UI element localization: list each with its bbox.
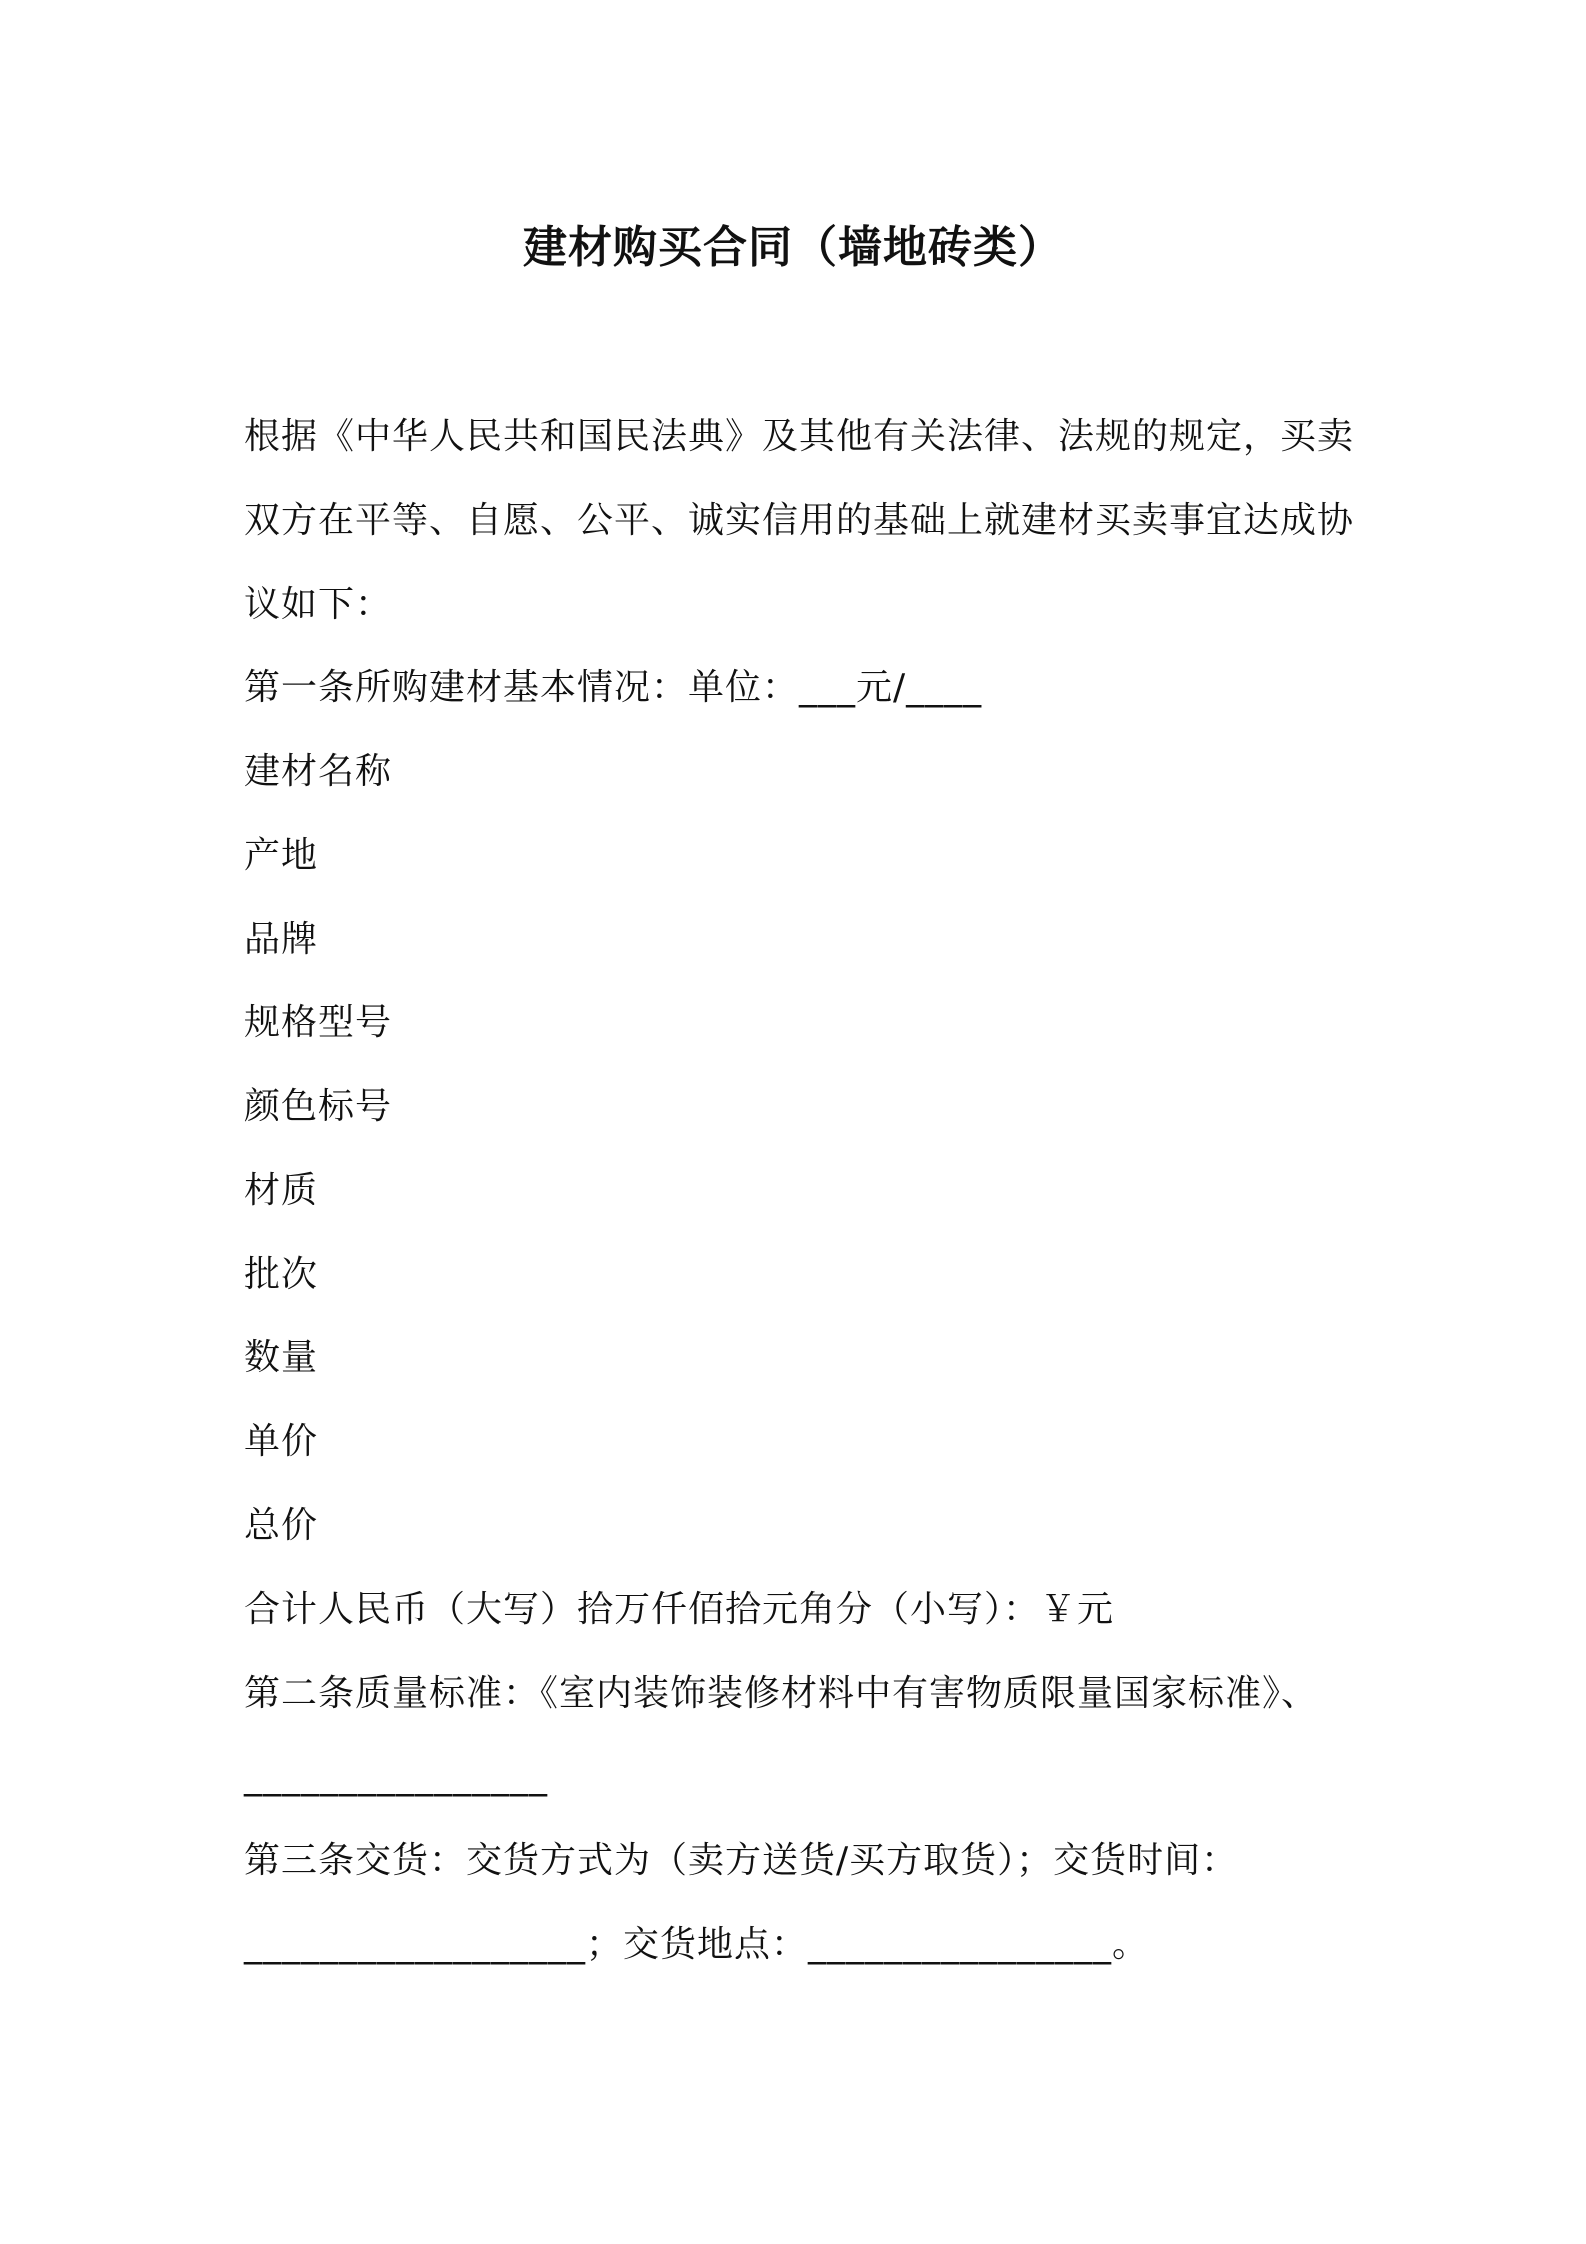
article-1-line: 第一条所购建材基本情况：单位：___元/____ xyxy=(244,667,983,708)
document-title: 建材购买合同（墙地砖类） xyxy=(523,222,1063,273)
field-item: 品牌 xyxy=(244,919,319,960)
field-item: 批次 xyxy=(244,1254,319,1295)
intro-line-2: 双方在平等、自愿、公平、诚实信用的基础上就建材买卖事宜达成协 xyxy=(244,500,1355,541)
field-item: 单价 xyxy=(244,1421,319,1462)
field-item: 材质 xyxy=(244,1170,319,1211)
field-item: 颜色标号 xyxy=(244,1086,393,1127)
field-item: 建材名称 xyxy=(244,751,393,792)
article-3-continuation: __________________；交货地点：________________。 xyxy=(244,1924,1150,1965)
field-item: 产地 xyxy=(244,835,319,876)
intro-line-1: 根据《中华人民共和国民法典》及其他有关法律、法规的规定，买卖 xyxy=(244,416,1355,457)
article-3-line: 第三条交货：交货方式为（卖方送货/买方取货）；交货时间： xyxy=(244,1840,1239,1881)
article-2-blank: ________________ xyxy=(244,1756,548,1797)
field-item: 规格型号 xyxy=(244,1002,393,1043)
article-2-line: 第二条质量标准：《室内装饰装修材料中有害物质限量国家标准》、 xyxy=(244,1673,1319,1714)
field-item: 总价 xyxy=(244,1505,319,1546)
intro-line-3: 议如下： xyxy=(244,584,393,625)
total-amount-line: 合计人民币（大写）拾万仟佰拾元角分（小写）：￥元 xyxy=(244,1589,1115,1630)
field-item: 数量 xyxy=(244,1337,319,1378)
